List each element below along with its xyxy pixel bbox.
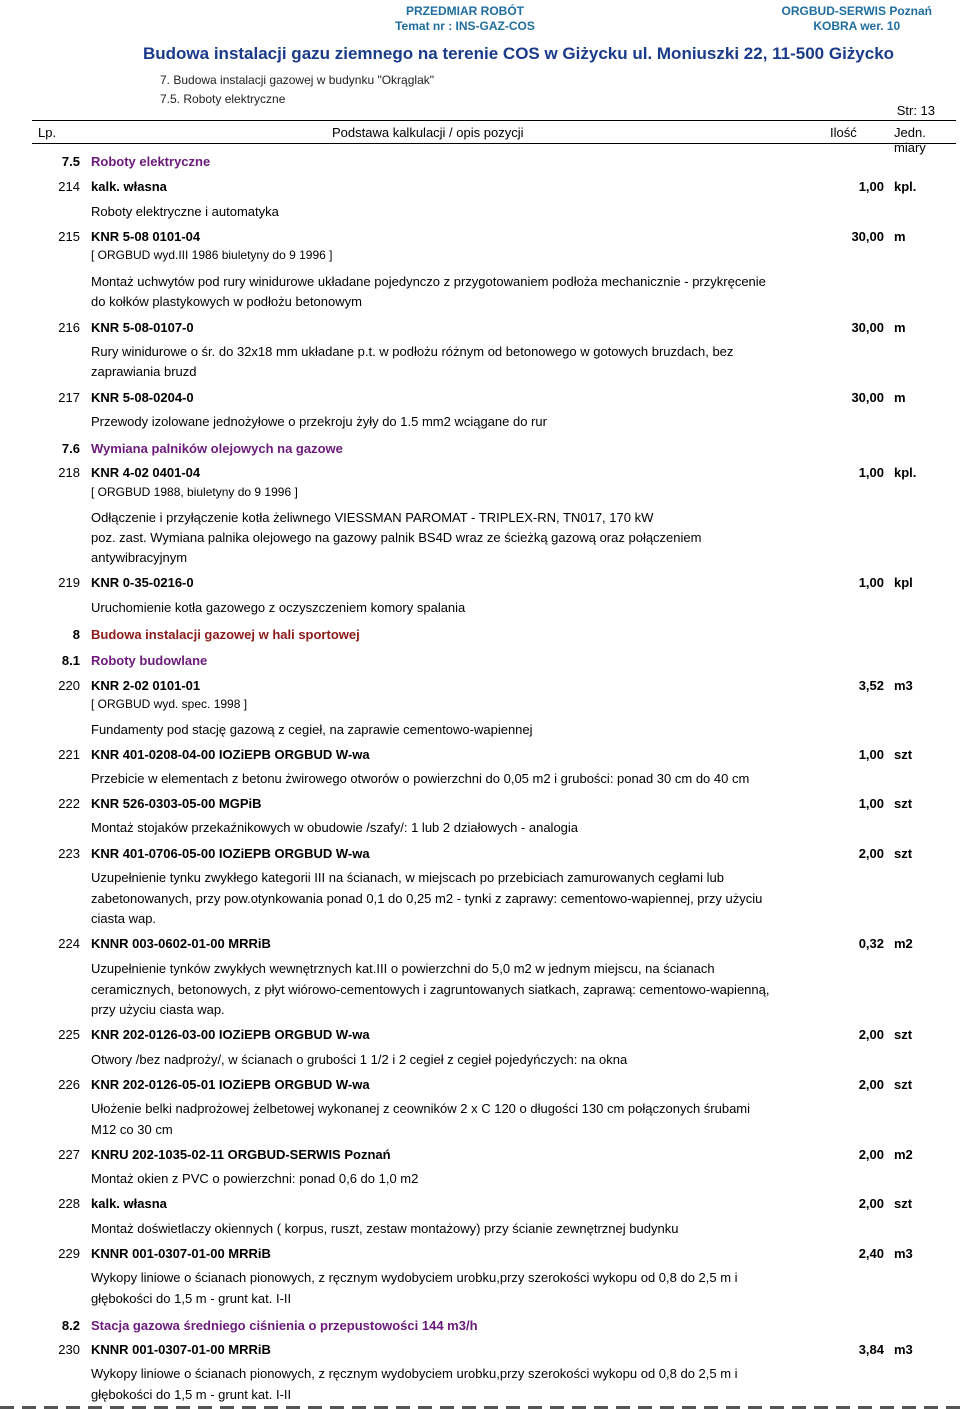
item-code: kalk. własna — [91, 1196, 167, 1211]
description-line: ceramicznych, betonowych, z płyt wiórowo-cementowych i zagruntowanych siatkach, zaprawą: cementowo-wapienną, — [91, 982, 770, 997]
item-quantity: 2,00 — [858, 1196, 884, 1211]
item-unit: m — [894, 320, 906, 335]
description-line: zaprawiania bruzd — [91, 364, 197, 379]
item-code: KNR 5-08 0101-04 — [91, 229, 201, 244]
section-title: Roboty budowlane — [91, 653, 208, 668]
item-number: 214 — [58, 179, 80, 194]
description-line: Fundamenty pod stację gazową z cegieł, na zaprawie cementowo-wapiennej — [91, 722, 533, 737]
column-header-lp: Lp. — [38, 125, 57, 140]
item-code: KNR 2-02 0101-01 — [91, 678, 201, 693]
description-line: antywibracyjnym — [91, 550, 188, 565]
topic-number: Temat nr : INS-GAZ-COS — [395, 19, 535, 33]
column-header-description: Podstawa kalkulacji / opis pozycji — [332, 125, 524, 140]
item-quantity: 0,32 — [858, 936, 884, 951]
item-number: 222 — [58, 796, 80, 811]
description-line: Montaż okien z PVC o powierzchni: ponad 0,6 do 1,0 m2 — [91, 1171, 419, 1186]
description-line: poz. zast. Wymiana palnika olejowego na gazowy palnik BS4D wraz ze ścieżką gazową oraz połączeniem — [91, 530, 702, 545]
item-unit: szt — [894, 846, 913, 861]
item-unit: szt — [894, 796, 913, 811]
item-number: 218 — [58, 465, 80, 480]
catalog-note: [ ORGBUD wyd.III 1986 biuletyny do 9 1996 ] — [91, 248, 333, 262]
item-code: KNR 5-08-0204-0 — [91, 390, 194, 405]
description-line: Montaż stojaków przekaźnikowych w obudowie /szafy/: 1 lub 2 działowych - analogia — [91, 820, 579, 835]
item-number: 229 — [58, 1246, 80, 1261]
item-quantity: 2,00 — [858, 1027, 884, 1042]
column-header-row — [32, 120, 956, 155]
description-line: Otwory /bez nadproży/, w ścianach o grubości 1 1/2 i 2 cegieł z cegieł pojedyńczych: na okna — [91, 1052, 628, 1067]
description-line: Uruchomienie kotła gazowego z oczyszczeniem komory spalania — [91, 600, 466, 615]
description-line: Wykopy liniowe o ścianach pionowych, z ręcznym wydobyciem urobku,przy szerokości wykopu od 0,8 do 2,5 m i — [91, 1366, 738, 1381]
software-vendor: ORGBUD-SERWIS Poznań — [781, 4, 932, 18]
item-code: KNR 401-0208-04-00 IOZiEPB ORGBUD W-wa — [91, 747, 370, 762]
description-line: do kołków plastykowych w podłożu betonowym — [91, 294, 362, 309]
column-header-unit: Jedn. miary — [894, 125, 926, 155]
item-number: 226 — [58, 1077, 80, 1092]
item-unit: kpl. — [894, 465, 917, 480]
catalog-note: [ ORGBUD wyd. spec. 1998 ] — [91, 697, 248, 711]
section-number: 8.2 — [61, 1318, 80, 1333]
item-unit: kpl. — [894, 179, 917, 194]
item-code: KNR 0-35-0216-0 — [91, 575, 194, 590]
item-number: 215 — [58, 229, 80, 244]
item-number: 220 — [58, 678, 80, 693]
section-number: 7.6 — [61, 441, 80, 456]
item-quantity: 30,00 — [851, 320, 884, 335]
item-number: 228 — [58, 1196, 80, 1211]
item-number: 224 — [58, 936, 80, 951]
item-unit: szt — [894, 747, 913, 762]
item-unit: m3 — [894, 1342, 913, 1357]
item-unit: szt — [894, 1027, 913, 1042]
description-line: Roboty elektryczne i automatyka — [91, 204, 279, 219]
item-quantity: 1,00 — [858, 465, 884, 480]
description-line: Odłączenie i przyłączenie kotła żeliwnego VIESSMAN PAROMAT - TRIPLEX-RN, TN017, 170 kW — [91, 510, 654, 525]
document-type: PRZEDMIAR ROBÓT — [406, 4, 524, 18]
item-quantity: 1,00 — [858, 796, 884, 811]
section-number: 7.5 — [61, 154, 80, 169]
item-quantity: 3,52 — [858, 678, 884, 693]
item-code: KNNR 001-0307-01-00 MRRiB — [91, 1342, 271, 1357]
document-header-right — [782, 4, 932, 34]
item-unit: szt — [894, 1077, 913, 1092]
item-code: KNR 202-0126-05-01 IOZiEPB ORGBUD W-wa — [91, 1077, 370, 1092]
software-version: KOBRA wer. 10 — [813, 19, 901, 33]
section-title: Roboty elektryczne — [91, 154, 211, 169]
column-header-quantity: Ilość — [830, 125, 857, 140]
item-quantity: 3,84 — [858, 1342, 884, 1357]
description-line: Uzupełnienie tynków zwykłych wewnętrznych kat.III o powierzchni do 5,0 m2 w jednym miejscu, na ścianach — [91, 961, 715, 976]
chapter-title: Budowa instalacji gazowej w hali sportowej — [91, 627, 360, 642]
item-unit: m2 — [894, 1147, 913, 1162]
item-unit: kpl — [894, 575, 913, 590]
item-number: 227 — [58, 1147, 80, 1162]
item-code: KNR 202-0126-03-00 IOZiEPB ORGBUD W-wa — [91, 1027, 370, 1042]
section-number: 8.1 — [61, 653, 80, 668]
description-line: Montaż doświetlaczy okiennych ( korpus, ruszt, zestaw montażowy) przy ścianie zewnętrznej budynku — [91, 1221, 679, 1236]
item-code: KNNR 001-0307-01-00 MRRiB — [91, 1246, 271, 1261]
item-unit: m2 — [894, 936, 913, 951]
description-line: Przebicie w elementach z betonu żwirowego otworów o powierzchni do 0,05 m2 i grubości: ponad 30 cm do 40 cm — [91, 771, 750, 786]
item-quantity: 2,40 — [858, 1246, 884, 1261]
item-number: 219 — [58, 575, 80, 590]
description-line: zabetonowanych, przy pow.otynkowania ponad 0,1 do 0,25 m2 - tynki z zaprawy: cementowo-wapiennej, przy użyciu — [91, 891, 763, 906]
item-unit: m — [894, 390, 906, 405]
description-line: Przewody izolowane jednożyłowe o przekroju żyły do 1.5 mm2 wciągane do rur — [91, 414, 547, 429]
description-line: Ułożenie belki nadprożowej żelbetowej wykonanej z ceowników 2 x C 120 o długości 130 cm połączonych śrubami — [91, 1101, 751, 1116]
item-quantity: 1,00 — [858, 179, 884, 194]
catalog-note: [ ORGBUD 1988, biuletyny do 9 1996 ] — [91, 485, 298, 499]
item-code: KNR 4-02 0401-04 — [91, 465, 201, 480]
description-line: Wykopy liniowe o ścianach pionowych, z ręcznym wydobyciem urobku,przy szerokości wykopu od 0,8 do 2,5 m i — [91, 1270, 738, 1285]
section-title: Stacja gazowa średniego ciśnienia o przepustowości 144 m3/h — [91, 1318, 478, 1333]
item-number: 216 — [58, 320, 80, 335]
item-quantity: 2,00 — [858, 1147, 884, 1162]
item-unit: m3 — [894, 1246, 913, 1261]
breadcrumb-chapter: 7. Budowa instalacji gazowej w budynku "Okrąglak" — [160, 73, 434, 87]
item-code: KNNR 003-0602-01-00 MRRiB — [91, 936, 271, 951]
item-quantity: 2,00 — [858, 846, 884, 861]
page-number: Str: 13 — [896, 103, 935, 118]
item-number: 221 — [58, 747, 80, 762]
description-line: Uzupełnienie tynku zwykłego kategorii III na ścianach, w miejscach po przebiciach zamurowanych cegłami lub — [91, 870, 724, 885]
chapter-number: 8 — [72, 627, 80, 642]
item-code: KNRU 202-1035-02-11 ORGBUD-SERWIS Poznań — [91, 1147, 391, 1162]
item-quantity: 2,00 — [858, 1077, 884, 1092]
description-line: ciasta wap. — [91, 911, 157, 926]
document-header-center — [395, 4, 535, 34]
section-title: Wymiana palników olejowych na gazowe — [91, 441, 343, 456]
description-line: głębokości do 1,5 m - grunt kat. I-II — [91, 1291, 292, 1306]
item-unit: m3 — [894, 678, 913, 693]
item-unit: szt — [894, 1196, 913, 1211]
description-line: przy użyciu ciasta wap. — [91, 1002, 225, 1017]
description-line: Rury winidurowe o śr. do 32x18 mm układane p.t. w podłożu różnym od betonowego w gotowych bruzdach, bez — [91, 344, 734, 359]
description-line: głębokości do 1,5 m - grunt kat. I-II — [91, 1387, 292, 1402]
item-number: 230 — [58, 1342, 80, 1357]
item-number: 225 — [58, 1027, 80, 1042]
description-line: M12 co 30 cm — [91, 1122, 173, 1137]
item-quantity: 1,00 — [858, 747, 884, 762]
item-quantity: 1,00 — [858, 575, 884, 590]
item-quantity: 30,00 — [851, 390, 884, 405]
item-code: KNR 526-0303-05-00 MGPiB — [91, 796, 262, 811]
item-code: KNR 5-08-0107-0 — [91, 320, 194, 335]
description-line: Montaż uchwytów pod rury winidurowe układane pojedynczo z przygotowaniem podłoża mechanicznie - przykręcenie — [91, 274, 766, 289]
item-code: KNR 401-0706-05-00 IOZiEPB ORGBUD W-wa — [91, 846, 370, 861]
breadcrumb-section: 7.5. Roboty elektryczne — [160, 92, 286, 106]
item-code: kalk. własna — [91, 179, 167, 194]
item-unit: m — [894, 229, 906, 244]
item-quantity: 30,00 — [851, 229, 884, 244]
item-number: 223 — [58, 846, 80, 861]
project-title: Budowa instalacji gazu ziemnego na terenie COS w Giżycku ul. Moniuszki 22, 11-500 Giżycko — [143, 44, 895, 63]
item-number: 217 — [58, 390, 80, 405]
